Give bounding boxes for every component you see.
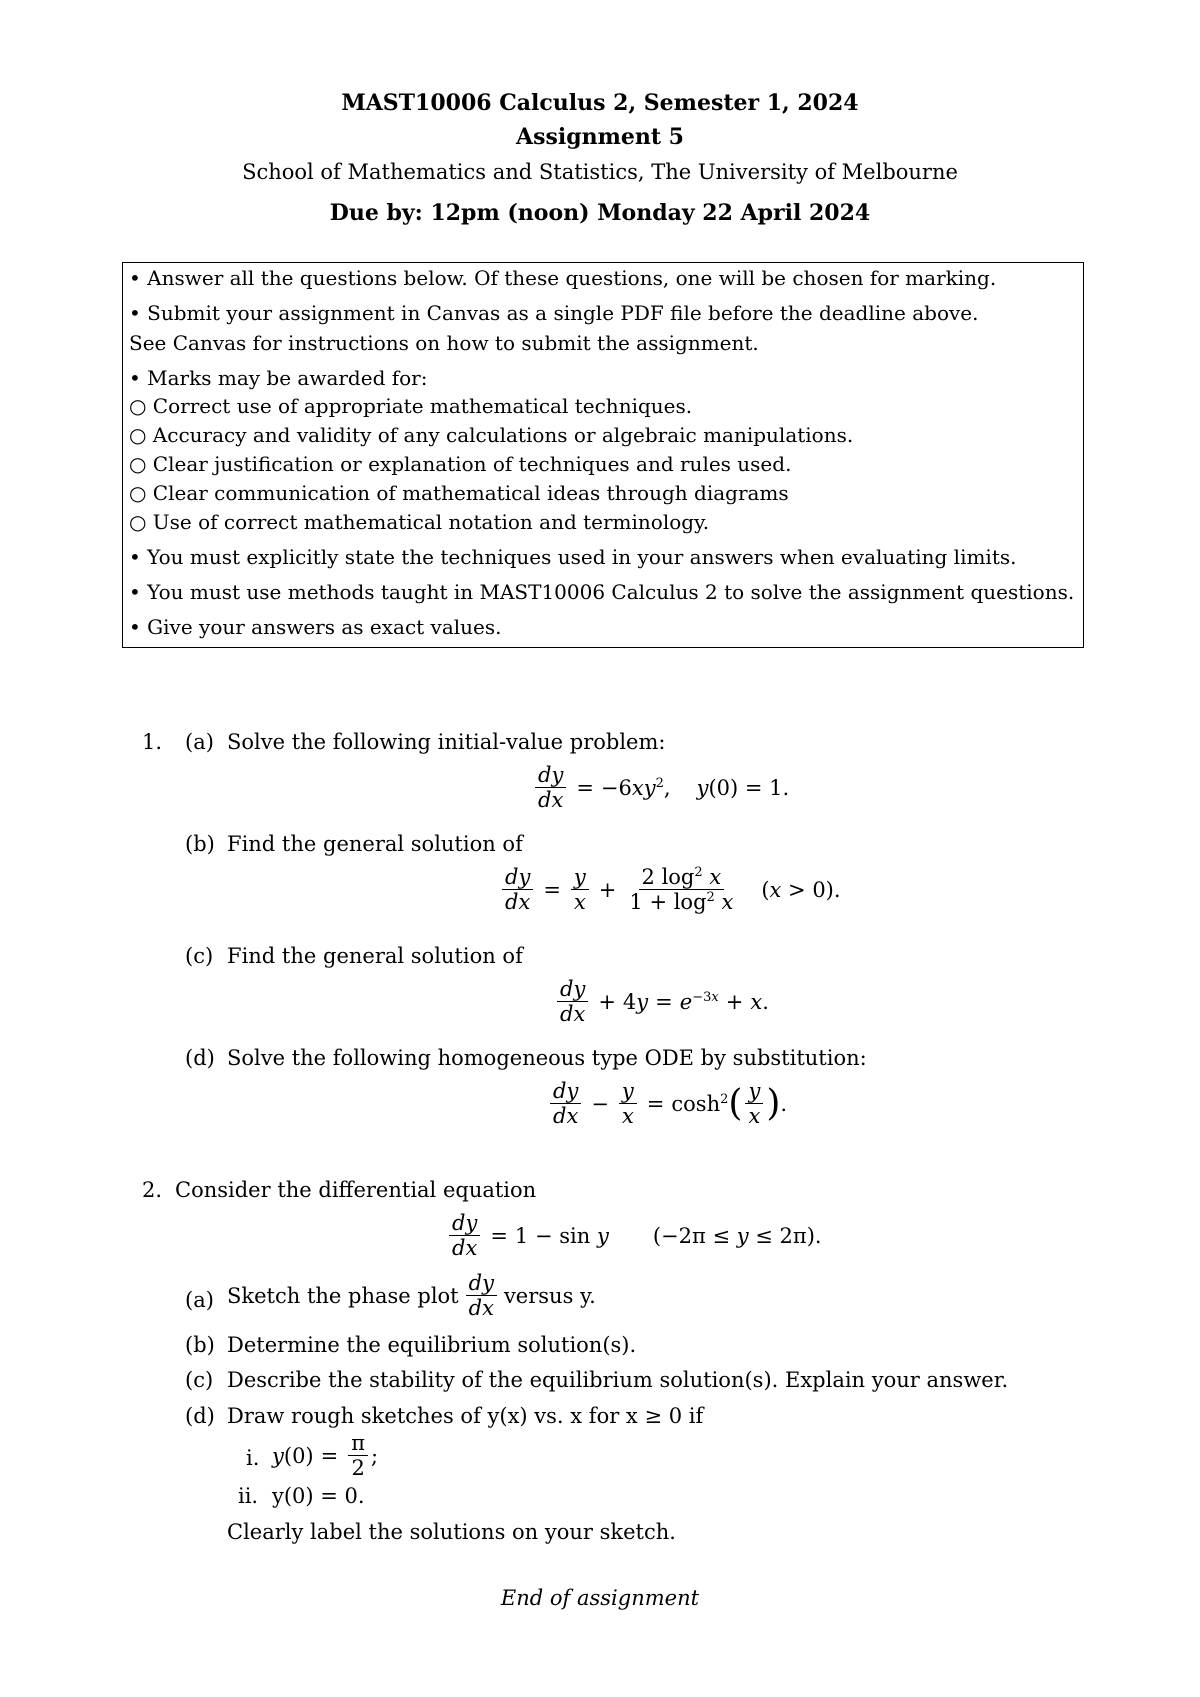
instruction-line: ○ Use of correct mathematical notation and terminology. bbox=[129, 510, 710, 534]
q2c-label: (c) bbox=[185, 1368, 214, 1392]
q2c-text: Describe the stability of the equilibrium solution(s). Explain your answer. bbox=[227, 1368, 1009, 1392]
instruction-line: ○ Clear communication of mathematical ideas through diagrams bbox=[129, 481, 789, 505]
q1a-text: Solve the following initial-value problem: bbox=[227, 730, 666, 754]
due-date: Due by: 12pm (noon) Monday 22 April 2024 bbox=[329, 200, 871, 226]
q1c-text: Find the general solution of bbox=[227, 944, 523, 968]
q1b-label: (b) bbox=[185, 832, 215, 856]
q1d-equation: $\frac{dy}{dx}$ − $\frac{y}{x}$ = $\cosh^2$ ( $\frac{y}{x}$ ) . bbox=[547, 1080, 787, 1127]
q2d-note: Clearly label the solutions on your sketch. bbox=[227, 1520, 676, 1544]
q1d-label: (d) bbox=[185, 1046, 215, 1070]
school-name: School of Mathematics and Statistics, The University of Melbourne bbox=[242, 160, 958, 184]
q2a-label: (a) bbox=[185, 1288, 214, 1312]
q2-equation: $\frac{dy}{dx}$ = 1 − sin y (−2π ≤ y ≤ 2π). bbox=[446, 1212, 822, 1259]
q2d-label: (d) bbox=[185, 1404, 215, 1428]
instruction-line: • You must explicitly state the techniques used in your answers when evaluating limits. bbox=[129, 545, 1017, 569]
instructions-box bbox=[122, 262, 1084, 648]
q2d-i-condition: y(0) = $\frac{\pi}{2}$ ; bbox=[272, 1431, 379, 1481]
q2b-label: (b) bbox=[185, 1333, 215, 1357]
instruction-line: ○ Accuracy and validity of any calculations or algebraic manipulations. bbox=[129, 423, 854, 447]
q1c-label: (c) bbox=[185, 944, 214, 968]
q1b-equation: $\frac{dy}{dx}$ = $\frac{y}{x}$ + $\frac{2 \log^2 x}{1 + \log^2 x}$ (x > 0). bbox=[499, 866, 841, 913]
instruction-line: • Give your answers as exact values. bbox=[129, 615, 502, 639]
q2d-ii-condition: y(0) = 0. bbox=[272, 1484, 365, 1508]
q2d-text: Draw rough sketches of y(x) vs. x for x ≥ 0 if bbox=[227, 1404, 704, 1428]
instruction-line: ○ Correct use of appropriate mathematical techniques. bbox=[129, 394, 693, 418]
q2d-i-label: i. bbox=[246, 1446, 260, 1470]
end-of-assignment: End of assignment bbox=[500, 1586, 700, 1610]
assignment-title: Assignment 5 bbox=[516, 124, 684, 150]
q1a-equation: $\frac{dy}{dx}$ = $-6xy^2$, y(0) = 1. bbox=[532, 764, 789, 811]
q2a-text-post: versus y. bbox=[503, 1283, 596, 1308]
q2a-text-pre: Sketch the phase plot bbox=[227, 1283, 459, 1308]
q2-number: 2. bbox=[142, 1178, 163, 1202]
instruction-line: • Marks may be awarded for: bbox=[129, 366, 428, 390]
q1d-text: Solve the following homogeneous type ODE by substitution: bbox=[227, 1046, 867, 1070]
instruction-line: ○ Clear justification or explanation of techniques and rules used. bbox=[129, 452, 792, 476]
instruction-line: • Answer all the questions below. Of these questions, one will be chosen for marking. bbox=[129, 266, 997, 290]
q1a-label: (a) bbox=[185, 730, 214, 754]
instruction-line: See Canvas for instructions on how to submit the assignment. bbox=[129, 331, 759, 355]
instruction-line: • Submit your assignment in Canvas as a single PDF file before the deadline above. bbox=[129, 301, 979, 325]
q1c-equation: $\frac{dy}{dx}$ + 4y = $e^{-3x}$ + x. bbox=[554, 978, 769, 1025]
q1-number: 1. bbox=[142, 730, 163, 754]
q2d-ii-label: ii. bbox=[238, 1484, 259, 1508]
q1b-text: Find the general solution of bbox=[227, 832, 523, 856]
q2b-text: Determine the equilibrium solution(s). bbox=[227, 1333, 637, 1357]
course-title: MAST10006 Calculus 2, Semester 1, 2024 bbox=[341, 90, 859, 116]
q2a-text: Sketch the phase plot $\frac{dy}{dx}$ versus y. bbox=[227, 1271, 596, 1321]
instruction-line: • You must use methods taught in MAST10006 Calculus 2 to solve the assignment questions. bbox=[129, 580, 1075, 604]
q2-intro: Consider the differential equation bbox=[175, 1178, 537, 1202]
